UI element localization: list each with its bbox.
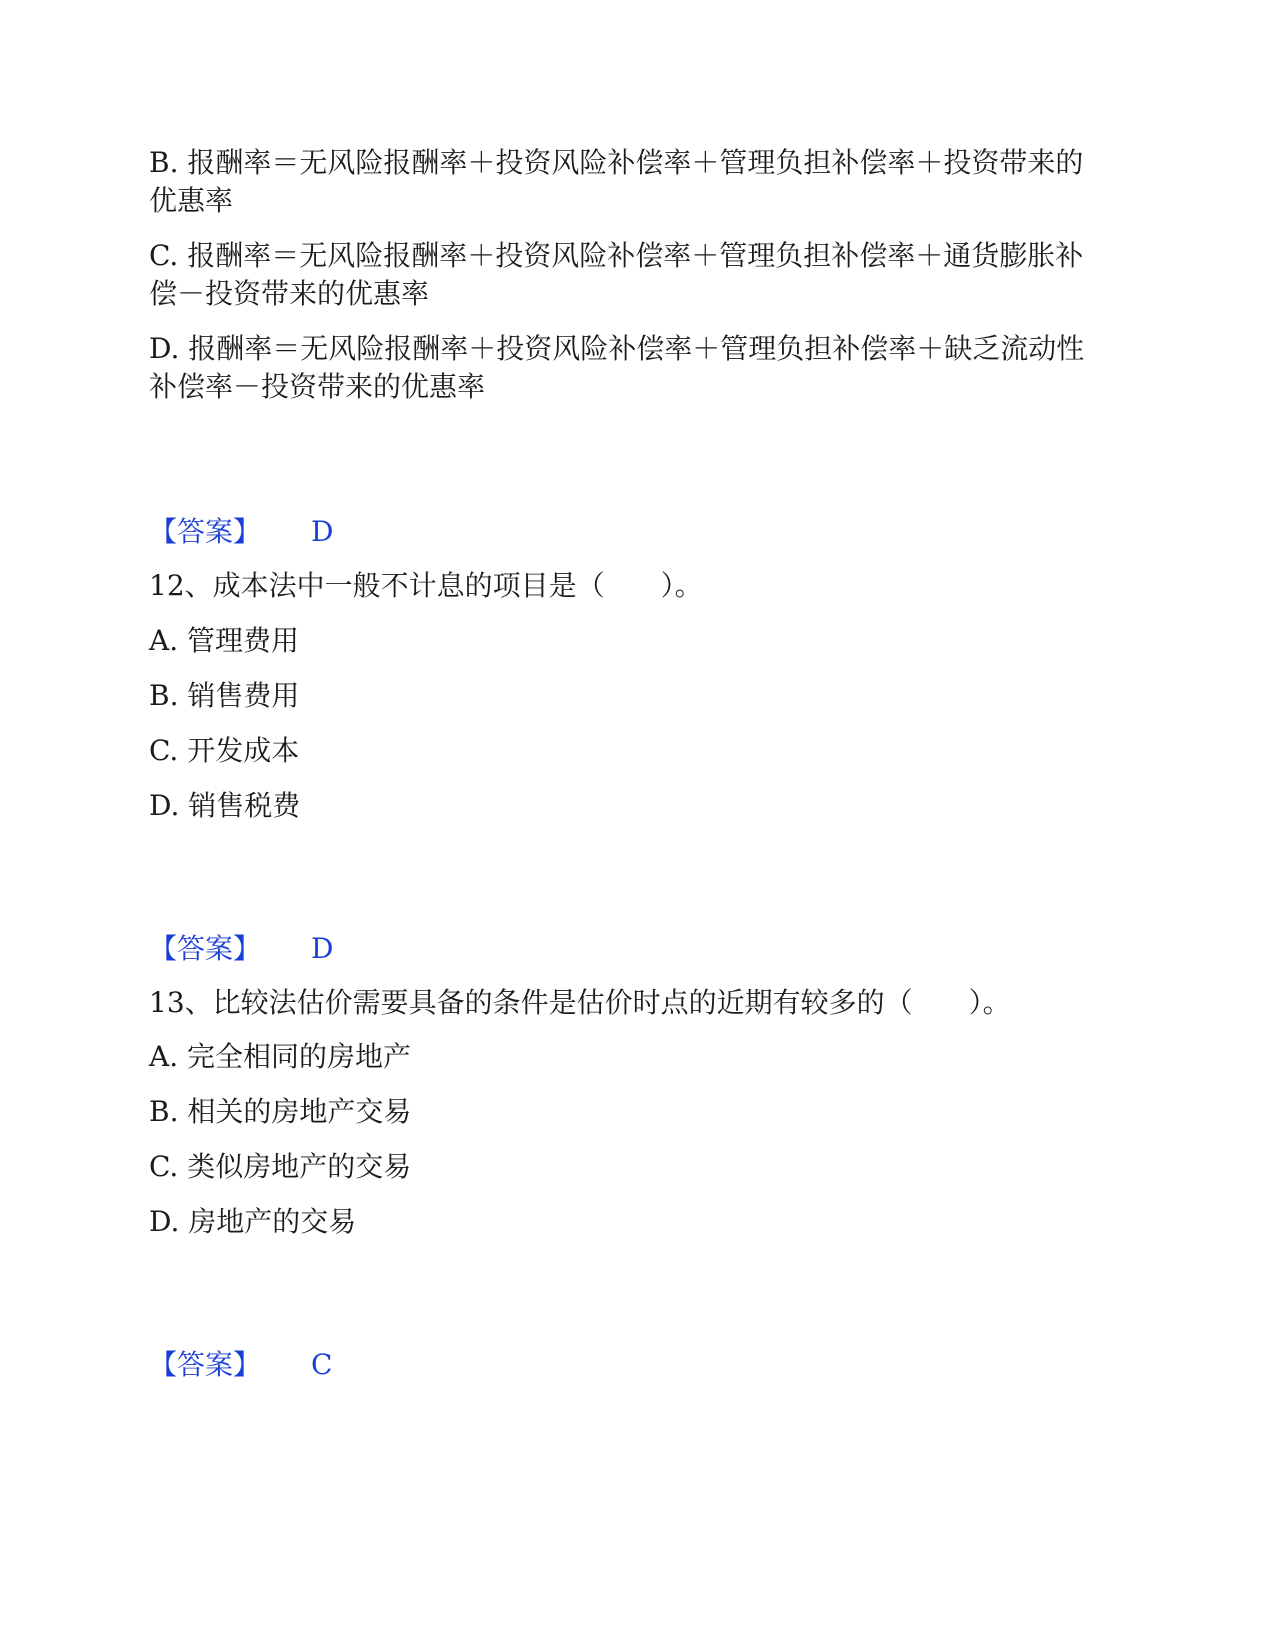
- q11-answer: [149, 512, 1124, 552]
- q11-option-c-line1: C. 报酬率＝无风险报酬率＋投资风险补偿率＋管理负担补偿率＋通货膨胀补: [149, 239, 1084, 272]
- answer-value: D: [311, 932, 334, 965]
- q12-option-a: A. 管理费用: [149, 624, 300, 657]
- q12-option-c: C. 开发成本: [149, 734, 300, 767]
- answer-value: C: [311, 1348, 333, 1381]
- q12-option-d: D. 销售税费: [149, 789, 301, 822]
- answer-label: 【答案】: [149, 932, 262, 965]
- answer-label: 【答案】: [149, 1348, 262, 1381]
- q11-option-b-line1: B. 报酬率＝无风险报酬率＋投资风险补偿率＋管理负担补偿率＋投资带来的: [149, 146, 1084, 179]
- q13-option-a: A. 完全相同的房地产: [149, 1040, 412, 1073]
- q13-option-d: D. 房地产的交易: [149, 1205, 357, 1238]
- answer-label: 【答案】: [149, 515, 262, 548]
- q12-answer: [149, 929, 1124, 969]
- q13-answer: [149, 1345, 1124, 1385]
- q12-stem: 12、成本法中一般不计息的项目是（ ）。: [149, 569, 703, 602]
- q11-option-d-line1: D. 报酬率＝无风险报酬率＋投资风险补偿率＋管理负担补偿率＋缺乏流动性: [149, 332, 1085, 365]
- q11-option-c-line2: 偿－投资带来的优惠率: [149, 277, 430, 310]
- q11-option-d-line2: 补偿率－投资带来的优惠率: [149, 370, 486, 403]
- q13-option-c: C. 类似房地产的交易: [149, 1150, 412, 1183]
- answer-value: D: [311, 515, 334, 548]
- q13-option-b: B. 相关的房地产交易: [149, 1095, 412, 1128]
- q11-option-b-line2: 优惠率: [149, 184, 234, 217]
- q13-stem: 13、比较法估价需要具备的条件是估价时点的近期有较多的（ ）。: [149, 986, 1011, 1019]
- q12-option-b: B. 销售费用: [149, 679, 300, 712]
